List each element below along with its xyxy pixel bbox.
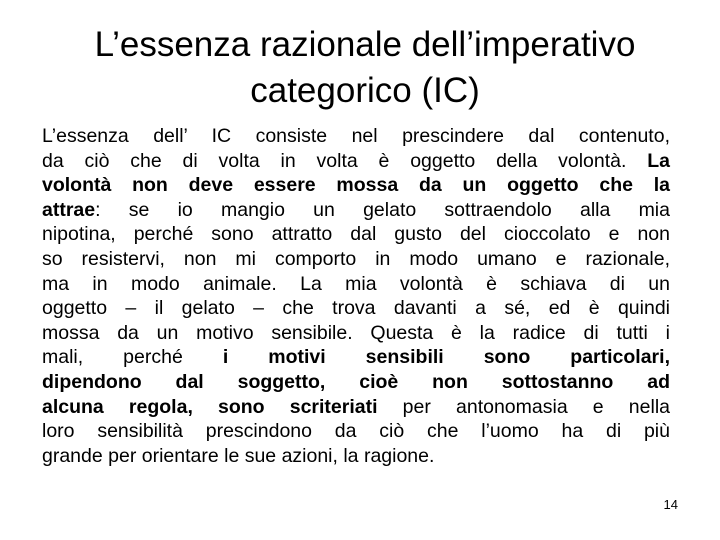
title-line-1: L’essenza razionale dell’imperativo (94, 25, 636, 64)
title-line-2: categorico (IC) (250, 71, 480, 110)
slide-title (30, 22, 700, 114)
body-bold-run: alcuna regola, sono scriteriati (42, 395, 378, 418)
body-text-run: mossa da un motivo sensibile. Questa è la radice di tutti i (42, 321, 670, 344)
body-text-run: mali, perché (42, 346, 223, 369)
body-line (42, 345, 670, 370)
body-line (42, 419, 670, 444)
body-text-run: per antonomasia e nella (377, 395, 670, 418)
body-line (42, 272, 670, 297)
page-number: 14 (663, 497, 678, 512)
body-paragraph (42, 124, 670, 468)
body-text-run: da ciò che di volta in volta è oggetto della volontà. (42, 149, 648, 172)
body-bold-run: volontà non deve essere mossa da un oggetto che la (42, 174, 670, 197)
body-line (42, 173, 670, 198)
body-bold-run: La (647, 149, 670, 172)
body-line (42, 444, 670, 469)
body-text-run: so resistervi, non mi comporto in modo umano e razionale, (42, 247, 670, 270)
body-line (42, 149, 670, 174)
body-line (42, 198, 670, 223)
body-line (42, 124, 670, 149)
body-line (42, 395, 670, 420)
body-text-run: ma in modo animale. La mia volontà è schiava di un (42, 272, 670, 295)
body-text-run: : se io mangio un gelato sottraendolo alla mia (95, 198, 670, 221)
body-text-run: nipotina, perché sono attratto dal gusto del cioccolato e non (42, 223, 670, 246)
body-bold-run: i motivi sensibili sono particolari, (222, 346, 670, 369)
body-line (42, 247, 670, 272)
body-text-run: loro sensibilità prescindono da ciò che l’uomo ha di più (42, 420, 670, 443)
body-line (42, 222, 670, 247)
body-text-run: L’essenza dell’ IC consiste nel prescindere dal contenuto, (42, 125, 670, 147)
body-text-run: grande per orientare le sue azioni, la ragione. (42, 444, 435, 467)
body-bold-run: attrae (42, 198, 96, 221)
body-text-run: oggetto – il gelato – che trova davanti a sé, ed è quindi (42, 297, 670, 320)
body-line (42, 370, 670, 395)
body-line (42, 321, 670, 346)
body-line (42, 296, 670, 321)
body-bold-run: dipendono dal soggetto, cioè non sottostanno ad (42, 370, 670, 393)
